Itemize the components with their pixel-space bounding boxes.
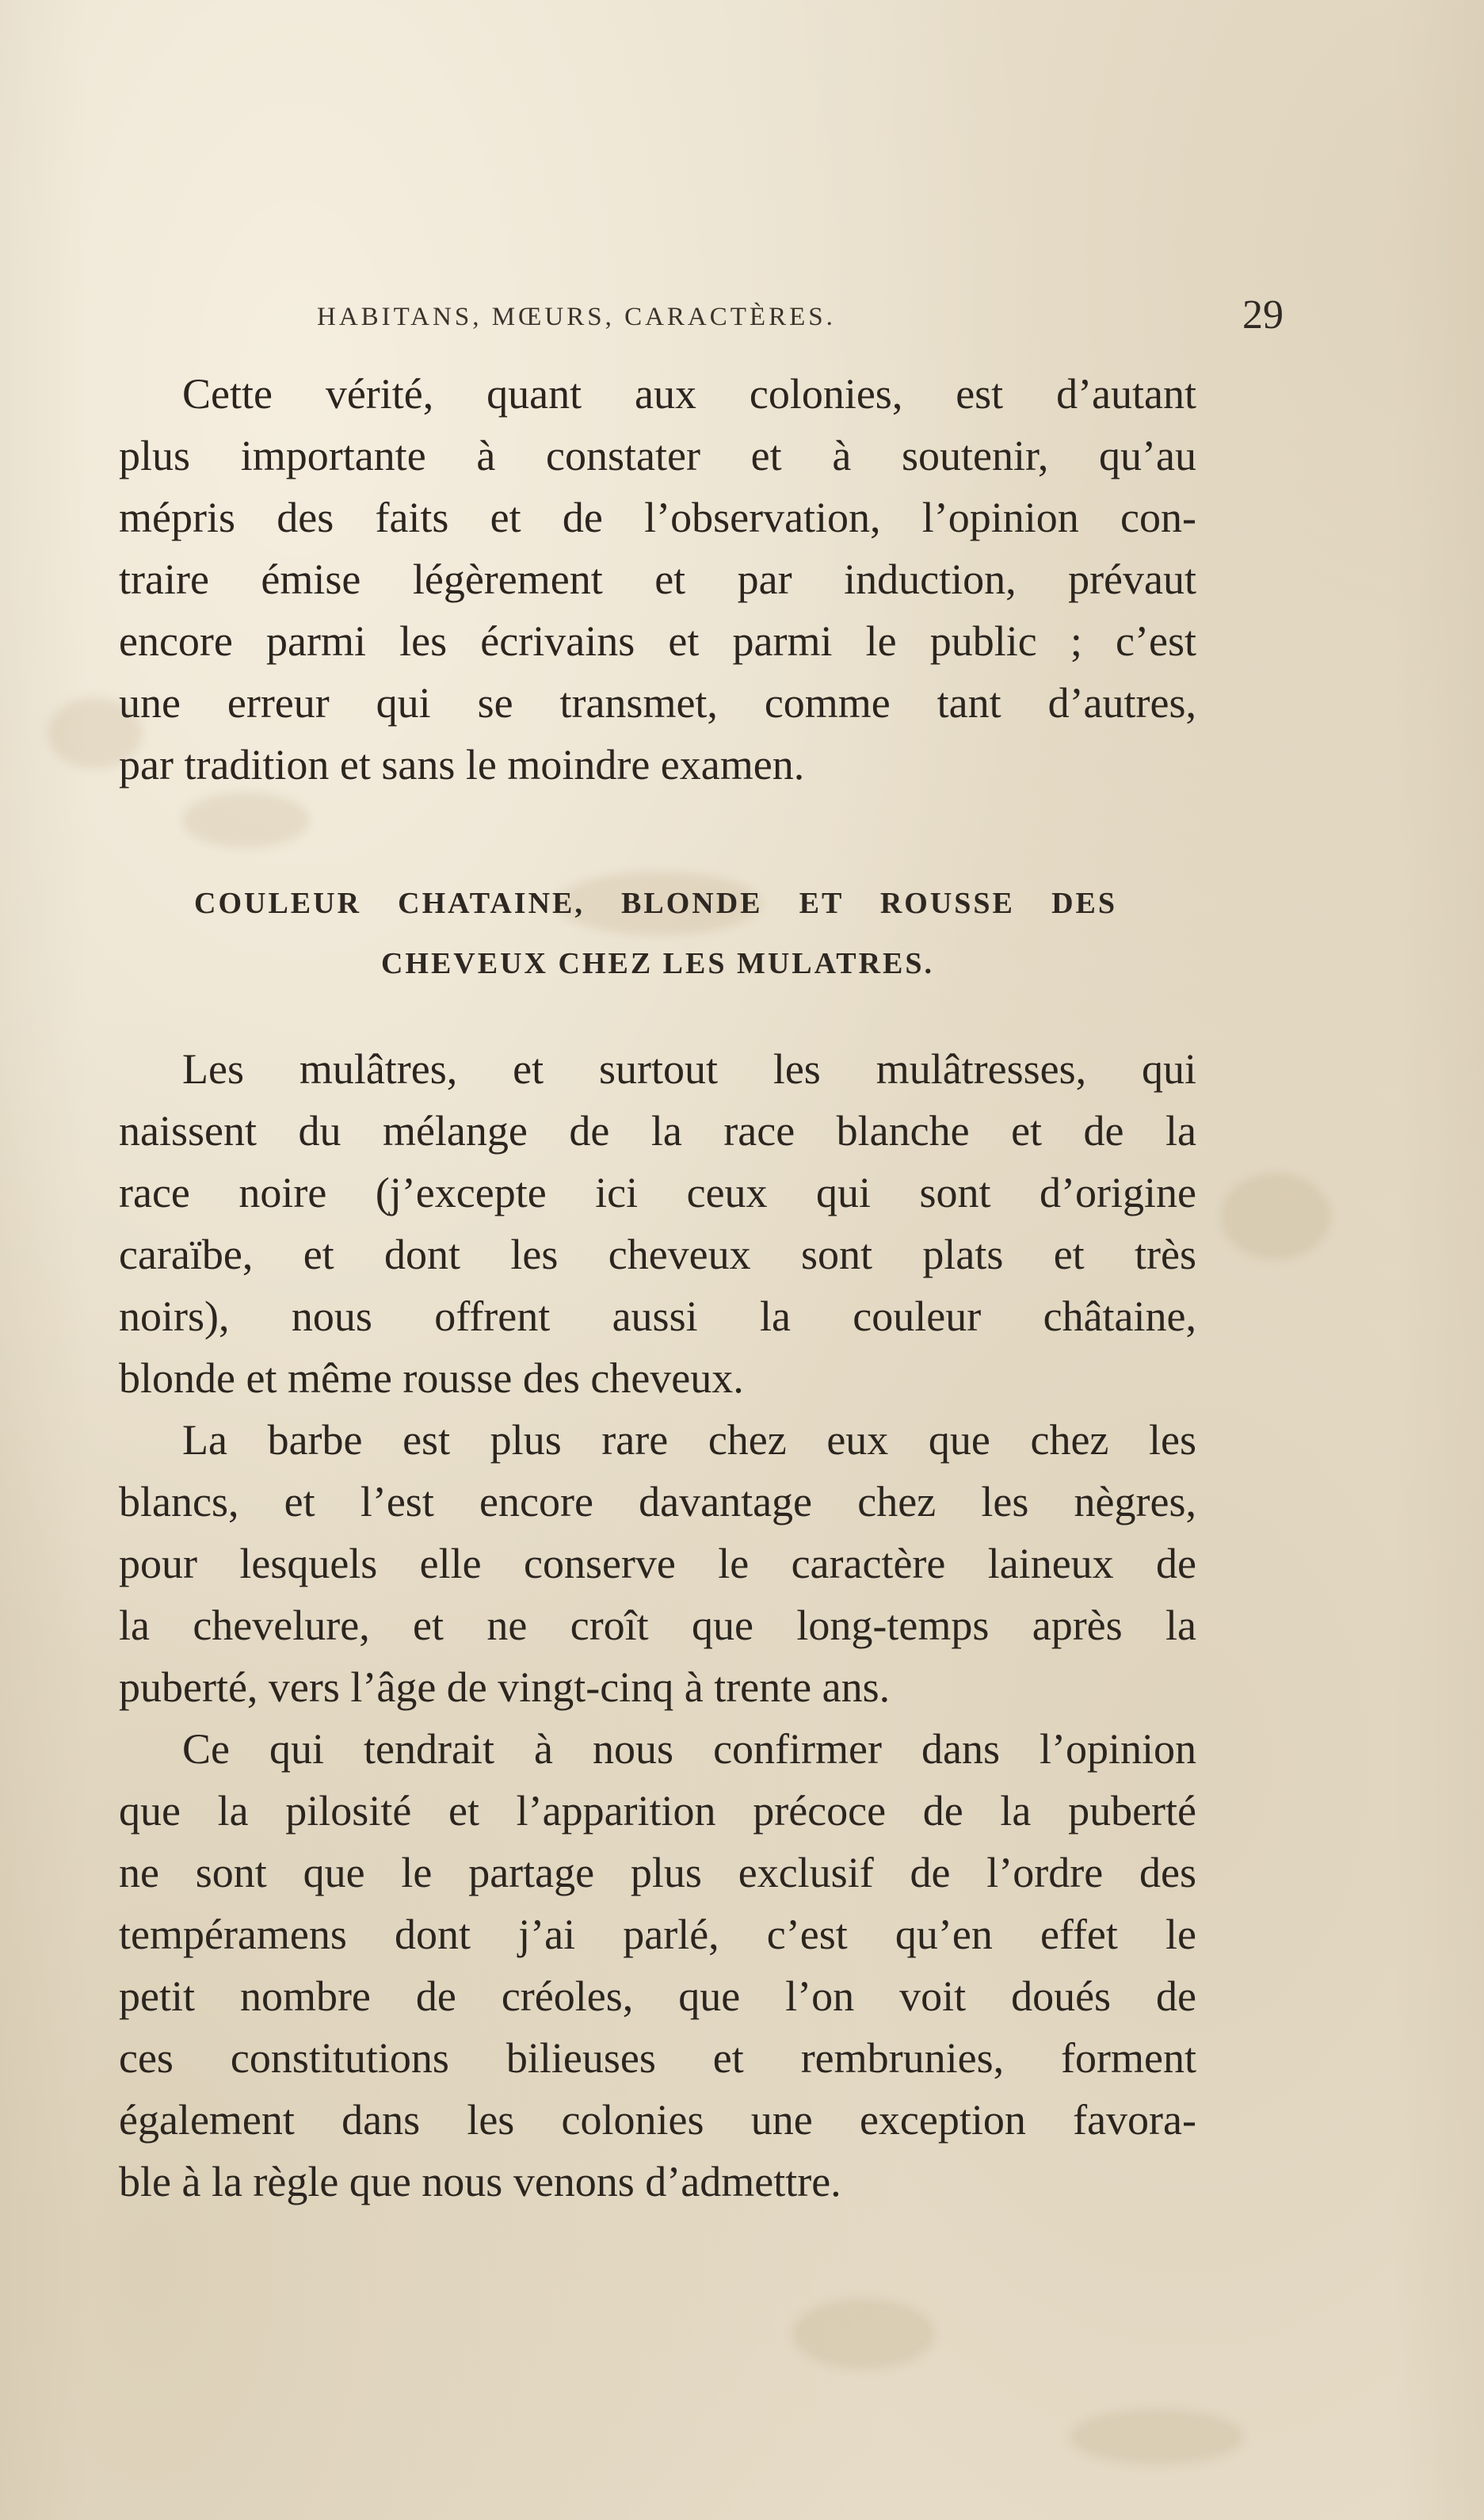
running-title: HABITANS, MŒURS, CARACTÈRES.: [317, 303, 836, 331]
text-line: encore parmi les écrivains et parmi le public ; c’est: [119, 617, 1196, 665]
text-line: ne sont que le partage plus exclusif de l’ordre des: [119, 1849, 1196, 1896]
paragraph: [119, 1409, 1196, 1718]
paper-stain: [1220, 1173, 1331, 1260]
text-line: blonde et même rousse des cheveux.: [119, 1354, 744, 1402]
text-line: puberté, vers l’âge de vingt-cinq à trente ans.: [119, 1663, 891, 1711]
text-line: plus importante à constater et à soutenir, qu’au: [119, 432, 1196, 479]
text-line: pour lesquels elle conserve le caractère laineux de: [119, 1540, 1196, 1587]
section-heading-line: COULEUR CHATAINE, BLONDE ET ROUSSE DES: [194, 887, 1117, 920]
text-line: ces constitutions bilieuses et rembrunies, forment: [119, 2034, 1196, 2082]
paragraph: [119, 1718, 1196, 2213]
text-line: Les mulâtres, et surtout les mulâtresses, qui: [182, 1045, 1196, 1093]
text-line: tempéramens dont j’ai parlé, c’est qu’en effet le: [119, 1911, 1196, 1958]
text-line: La barbe est plus rare chez eux que chez les: [182, 1416, 1196, 1464]
text-line: également dans les colonies une exception favora-: [119, 2096, 1196, 2144]
text-line: Cette vérité, quant aux colonies, est d’autant: [182, 370, 1196, 418]
text-line: traire émise légèrement et par induction, prévaut: [119, 556, 1196, 603]
text-line: par tradition et sans le moindre examen.: [119, 741, 805, 788]
text-line: naissent du mélange de la race blanche et de la: [119, 1107, 1196, 1155]
section-heading-line: CHEVEUX CHEZ LES MULATRES.: [380, 947, 935, 980]
text-line: noirs), nous offrent aussi la couleur châtaine,: [119, 1292, 1196, 1340]
text-line: ble à la règle que nous venons d’admettre.: [119, 2158, 841, 2205]
text-line: race noire (j’excepte ici ceux qui sont d’origine: [119, 1169, 1196, 1216]
text-line: blancs, et l’est encore davantage chez les nègres,: [119, 1478, 1196, 1525]
text-line: caraïbe, et dont les cheveux sont plats et très: [119, 1231, 1196, 1278]
paragraph: [119, 1038, 1196, 1409]
text-line: que la pilosité et l’apparition précoce de la puberté: [119, 1787, 1196, 1835]
text-line: Ce qui tendrait à nous confirmer dans l’opinion: [182, 1725, 1196, 1773]
paragraph: [119, 363, 1196, 796]
text-line: une erreur qui se transmet, comme tant d’autres,: [119, 679, 1196, 727]
running-head: [317, 292, 1284, 339]
book-page: [119, 0, 1284, 2520]
text-line: la chevelure, et ne croît que long-temps après la: [119, 1602, 1196, 1649]
page-number: 29: [1242, 292, 1284, 338]
text-line: petit nombre de créoles, que l’on voit doués de: [119, 1972, 1196, 2020]
section-heading: [119, 873, 1196, 994]
text-line: mépris des faits et de l’observation, l’opinion con-: [119, 494, 1196, 541]
